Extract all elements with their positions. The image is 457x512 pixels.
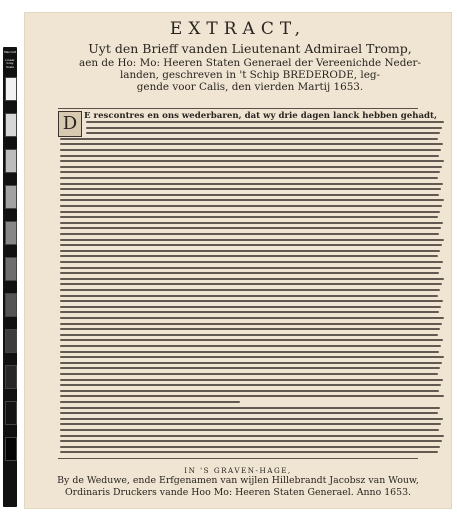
heading-line-2: aen de Ho: Mo: Heeren Staten Generael der Vereenichde Neder- <box>79 57 421 69</box>
body-text-line <box>60 155 439 157</box>
body-text-block <box>60 107 444 507</box>
body-text-line <box>60 160 444 162</box>
heading-line-4: gende voor Calis, den vierden Martij 1653. <box>136 81 364 93</box>
body-text-line <box>60 367 440 369</box>
body-text-line <box>60 233 439 235</box>
body-text-line <box>60 311 439 313</box>
gray-patch <box>5 437 17 461</box>
body-text-line <box>60 379 443 381</box>
gray-patch <box>5 113 17 137</box>
body-text-line <box>60 446 440 448</box>
body-text-line <box>60 211 440 213</box>
gray-patch <box>5 365 17 389</box>
body-text-line <box>60 334 438 336</box>
body-text-line <box>60 222 443 224</box>
body-text-line <box>60 356 444 358</box>
body-text-line <box>60 138 438 140</box>
body-text-line <box>60 244 442 246</box>
opening-words: E rescontres en ons wederbaren, dat wy drie dagen lanck hebben gehadt, <box>84 111 438 121</box>
body-text-line <box>86 132 440 134</box>
body-text-line <box>60 440 442 442</box>
body-text-line <box>60 199 444 201</box>
body-text-line <box>60 149 441 151</box>
body-text-line <box>60 300 443 302</box>
body-text-line <box>60 323 442 325</box>
gray-patch <box>5 77 17 101</box>
body-text-line <box>60 289 440 291</box>
body-text-line <box>60 412 438 414</box>
body-text-line <box>60 362 442 364</box>
imprint-rule <box>58 458 418 459</box>
body-text-line <box>60 306 441 308</box>
body-text-line <box>86 121 444 123</box>
body-text-line <box>60 143 443 145</box>
body-text-line <box>60 317 444 319</box>
body-text-line <box>60 278 444 280</box>
imprint-line-2: Ordinaris Druckers vande Hoo Mo: Heeren Staten Generael. Anno 1653. <box>64 487 412 498</box>
body-text-line <box>60 171 440 173</box>
body-text-line <box>60 188 441 190</box>
heading-line-3: landen, geschreven in 't Schip BREDERODE, leg- <box>119 69 381 81</box>
body-text-line <box>60 216 438 218</box>
body-text-line <box>60 261 443 263</box>
heading-line-1: Uyt den Brieff vanden Lieutenant Admirael Tromp, <box>88 41 412 56</box>
body-text-line <box>60 339 443 341</box>
gray-patch <box>5 257 17 281</box>
gray-patch <box>5 185 17 209</box>
body-text-line <box>60 373 438 375</box>
gray-patch <box>5 401 17 425</box>
body-text-line <box>60 435 444 437</box>
gray-patch <box>5 293 17 317</box>
body-text-line <box>60 194 439 196</box>
body-text-line <box>60 407 440 409</box>
imprint-place: IN 'S GRAVEN-HAGE, <box>184 466 292 475</box>
body-text-line <box>86 127 442 129</box>
body-text-line <box>60 345 441 347</box>
document-title: EXTRACT, <box>169 19 307 39</box>
body-text-line <box>60 328 440 330</box>
body-text-line <box>60 401 240 403</box>
body-text-line <box>60 295 438 297</box>
body-text-line <box>60 205 442 207</box>
body-text-line <box>60 283 442 285</box>
body-text-line <box>60 267 441 269</box>
body-text-line <box>60 384 441 386</box>
imprint-line-1: By de Weduwe, ende Erfgenamen van wijlen Hillebrandt Jacobsz van Wouw, <box>57 475 419 486</box>
body-text-line <box>60 351 439 353</box>
gray-patch <box>5 149 17 173</box>
gray-scale-card <box>3 47 17 507</box>
body-text-line <box>60 395 444 397</box>
body-text-line <box>60 423 441 425</box>
scale-brand: Marriott <box>4 50 16 54</box>
body-text-line <box>60 250 440 252</box>
gray-patch <box>5 329 17 353</box>
body-text-line <box>60 451 438 453</box>
body-text-line <box>60 227 441 229</box>
body-text-line <box>60 429 439 431</box>
scale-caption: Linear Gray Scale <box>5 58 15 69</box>
gray-patch <box>5 221 17 245</box>
body-text-line <box>60 255 438 257</box>
body-text-line <box>60 239 444 241</box>
body-text-line <box>60 177 438 179</box>
body-text-line <box>60 166 442 168</box>
body-text-line <box>60 183 443 185</box>
body-text-line <box>60 390 439 392</box>
body-text-line <box>60 418 443 420</box>
document-page <box>24 12 452 509</box>
drop-cap: D <box>58 111 82 137</box>
body-text-line <box>60 272 439 274</box>
